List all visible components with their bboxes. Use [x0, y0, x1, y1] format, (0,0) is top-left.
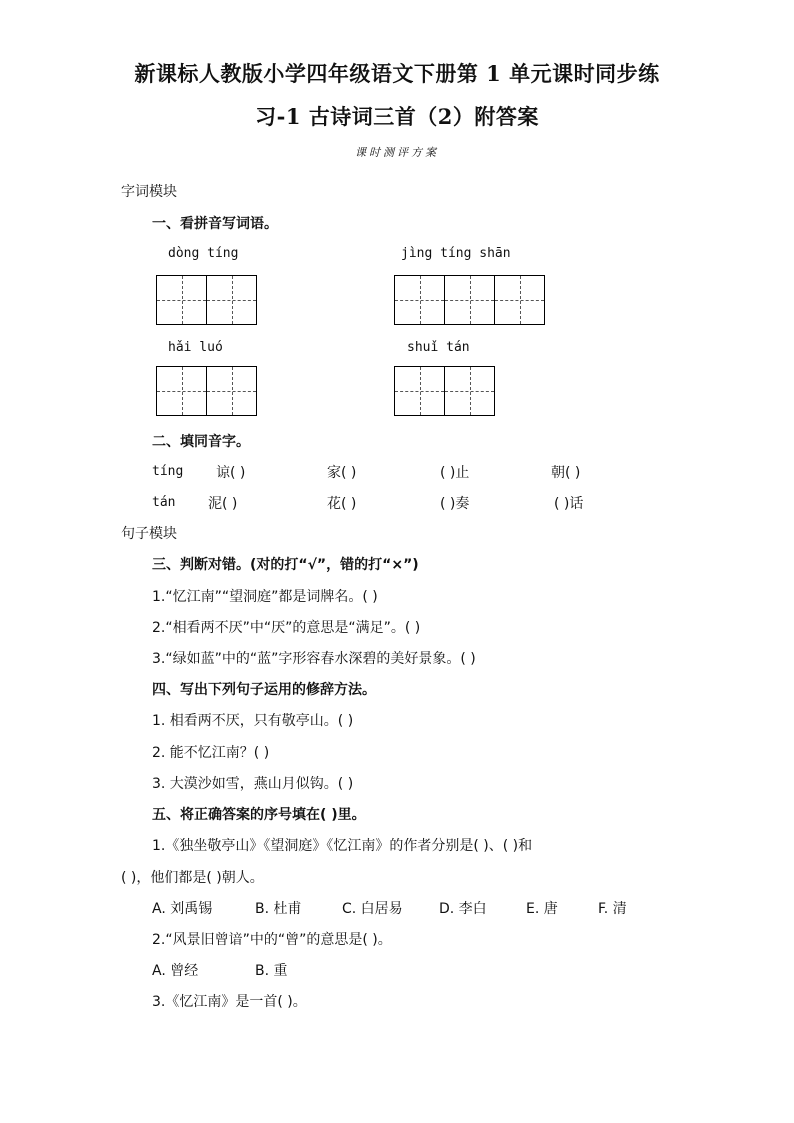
pinyin-label: tíng — [152, 464, 184, 479]
choice-question-3[interactable]: 3.《忆江南》是一首( )。 — [152, 994, 307, 1010]
homophone-blank[interactable]: ( )奏 — [440, 496, 470, 512]
question-4-title: 四、写出下列句子运用的修辞方法。 — [152, 682, 376, 698]
pinyin-label: dòng tíng — [168, 246, 239, 261]
true-false-item[interactable]: 1.“忆江南”“望洞庭”都是词牌名。( ) — [152, 589, 378, 605]
writing-cell[interactable] — [207, 367, 257, 415]
question-1-title: 一、看拼音写词语。 — [152, 216, 278, 232]
document-title-line-2: 习-1 古诗词三首（2）附答案 — [255, 104, 539, 129]
option-item: B. 杜甫 — [255, 901, 302, 917]
writing-cell[interactable] — [395, 367, 445, 415]
option-item: A. 刘禹锡 — [152, 901, 213, 917]
document-title-line-1: 新课标人教版小学四年级语文下册第 1 单元课时同步练 — [134, 61, 660, 86]
pinyin-label: hǎi luó — [168, 340, 223, 355]
writing-cell[interactable] — [495, 276, 545, 324]
homophone-blank[interactable]: 花( ) — [327, 496, 357, 512]
true-false-item[interactable]: 2.“相看两不厌”中“厌”的意思是“满足”。( ) — [152, 620, 421, 636]
rhetoric-item[interactable]: 3. 大漠沙如雪，燕山月似钩。( ) — [152, 776, 354, 792]
question-3-title: 三、判断对错。(对的打“√”，错的打“×”) — [152, 557, 419, 573]
pinyin-label: shuǐ tán — [407, 340, 470, 355]
choice-question-1-line-1[interactable]: 1.《独坐敬亭山》《望洞庭》《忆江南》的作者分别是( )、( )和 — [152, 838, 533, 854]
writing-cell[interactable] — [157, 367, 207, 415]
writing-cell[interactable] — [445, 276, 495, 324]
option-item: B. 重 — [255, 963, 288, 979]
writing-cell[interactable] — [445, 367, 495, 415]
rhetoric-item[interactable]: 1. 相看两不厌，只有敬亭山。( ) — [152, 713, 354, 729]
option-item: C. 白居易 — [342, 901, 403, 917]
pinyin-label: jìng tíng shān — [401, 246, 511, 261]
true-false-item[interactable]: 3.“绿如蓝”中的“蓝”字形容春水深碧的美好景象。( ) — [152, 651, 476, 667]
homophone-blank[interactable]: ( )话 — [554, 496, 584, 512]
option-item: D. 李白 — [439, 901, 487, 917]
writing-grid[interactable] — [394, 366, 495, 416]
writing-cell[interactable] — [157, 276, 207, 324]
homophone-blank[interactable]: 家( ) — [327, 465, 357, 481]
choice-question-1-line-2[interactable]: ( )，他们都是( )朝人。 — [121, 870, 264, 886]
homophone-blank[interactable]: ( )止 — [440, 465, 470, 481]
homophone-blank[interactable]: 泥( ) — [208, 496, 238, 512]
question-5-title: 五、将正确答案的序号填在( )里。 — [152, 807, 366, 823]
writing-cell[interactable] — [207, 276, 257, 324]
writing-cell[interactable] — [395, 276, 445, 324]
rhetoric-item[interactable]: 2. 能不忆江南？( ) — [152, 745, 270, 761]
question-2-title: 二、填同音字。 — [152, 434, 250, 450]
homophone-blank[interactable]: 朝( ) — [551, 465, 581, 481]
option-item: A. 曾经 — [152, 963, 199, 979]
homophone-blank[interactable]: 谅( ) — [216, 465, 246, 481]
choice-question-2[interactable]: 2.“风景旧曾谙”中的“曾”的意思是( )。 — [152, 932, 392, 948]
section-label-words: 字词模块 — [121, 184, 177, 200]
section-label-sentences: 句子模块 — [121, 526, 177, 542]
writing-grid[interactable] — [394, 275, 545, 325]
document-subtitle: 课时测评方案 — [355, 146, 439, 159]
writing-grid[interactable] — [156, 366, 257, 416]
option-item: E. 唐 — [526, 901, 558, 917]
option-item: F. 清 — [598, 901, 627, 917]
pinyin-label: tán — [152, 495, 176, 510]
writing-grid[interactable] — [156, 275, 257, 325]
